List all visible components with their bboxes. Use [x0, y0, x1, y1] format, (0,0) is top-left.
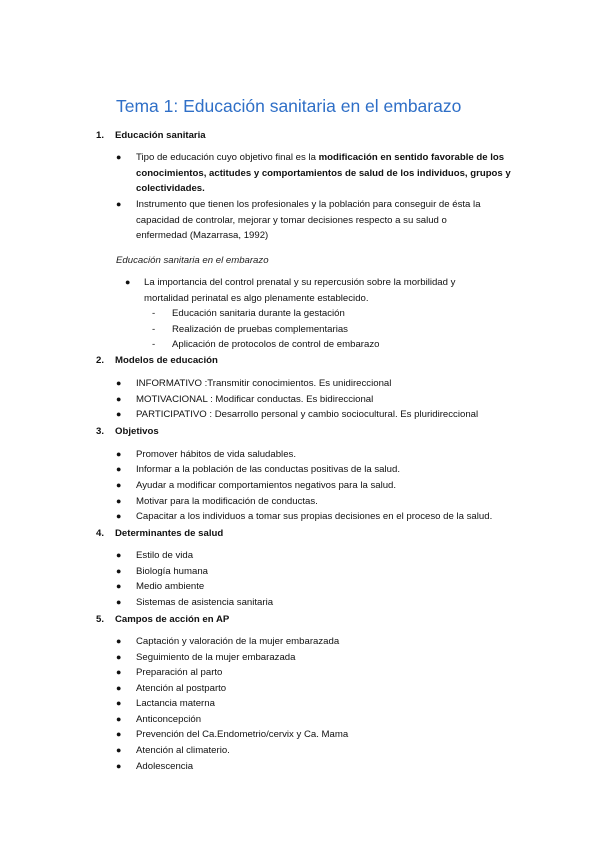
list-item-line: enfermedad (Mazarrasa, 1992) [136, 230, 269, 241]
bullet-icon: ● [116, 152, 122, 162]
list-item: Anticoncepción [136, 714, 202, 725]
subheading: Educación sanitaria en el embarazo [116, 255, 269, 266]
bullet-icon: ● [116, 652, 122, 662]
list-item-line: capacidad de controlar, mejorar y tomar decisiones respecto a su salud o [136, 215, 447, 226]
section-heading-4 [96, 526, 223, 542]
bullet-icon: ● [116, 409, 122, 419]
list-item: Captación y valoración de la mujer embarazada [136, 636, 340, 647]
list-item: Seguimiento de la mujer embarazada [136, 652, 296, 663]
list-item: Capacitar a los individuos a tomar sus propias decisiones en el proceso de la salud. [136, 511, 493, 522]
section-heading-5 [96, 612, 229, 628]
list-item: MOTIVACIONAL : Modificar conductas. Es bidireccional [136, 394, 374, 405]
section-number: 5. [96, 614, 105, 625]
bullet-icon: ● [116, 480, 122, 490]
bullet-icon: ● [116, 761, 122, 771]
list-item: Informar a la población de las conductas positivas de la salud. [136, 464, 400, 475]
dash-item: Educación sanitaria durante la gestación [172, 308, 345, 319]
section-heading-3 [96, 424, 159, 440]
section-title: Modelos de educación [115, 355, 218, 366]
bullet-icon: ● [116, 550, 122, 560]
section-heading-1 [96, 128, 206, 144]
list-item: INFORMATIVO :Transmitir conocimientos. Es unidireccional [136, 378, 392, 389]
bullet-icon: ● [116, 714, 122, 724]
list-item: Ayudar a modificar comportamientos negativos para la salud. [136, 480, 397, 491]
list-item: PARTICIPATIVO : Desarrollo personal y cambio sociocultural. Es pluridireccional [136, 409, 479, 420]
dash-marker: - [152, 339, 156, 350]
list-item: Promover hábitos de vida saludables. [136, 449, 296, 460]
list-item-bold-text: modificación en sentido favorable de los [318, 152, 505, 163]
bullet-icon: ● [116, 698, 122, 708]
list-item: Sistemas de asistencia sanitaria [136, 597, 274, 608]
dash-item: Realización de pruebas complementarias [172, 324, 348, 335]
bullet-icon: ● [116, 636, 122, 646]
list-item: Motivar para la modificación de conductas. [136, 496, 318, 507]
list-item-text: Tipo de educación cuyo objetivo final es la [136, 152, 319, 163]
list-item: Lactancia materna [136, 698, 215, 709]
list-item: Atención al postparto [136, 683, 227, 694]
section-title: Campos de acción en AP [115, 614, 230, 625]
bullet-icon: ● [125, 277, 131, 287]
section-number: 4. [96, 528, 105, 539]
list-item-line: Instrumento que tienen los profesionales y la población para conseguir de ésta la [136, 199, 481, 210]
list-item [136, 150, 516, 166]
list-item-bold-line: colectividades. [136, 183, 205, 194]
list-item-bold-line: conocimientos, actitudes y comportamientos de salud de los individuos, grupos y [136, 168, 511, 179]
bullet-icon: ● [116, 729, 122, 739]
bullet-icon: ● [116, 581, 122, 591]
list-item: Adolescencia [136, 761, 194, 772]
section-number: 1. [96, 130, 105, 141]
bullet-icon: ● [116, 199, 122, 209]
bullet-icon: ● [116, 667, 122, 677]
dash-marker: - [152, 308, 156, 319]
section-heading-2 [96, 353, 218, 369]
list-item: Prevención del Ca.Endometrio/cervix y Ca. Mama [136, 729, 349, 740]
dash-marker: - [152, 324, 156, 335]
list-item: Preparación al parto [136, 667, 223, 678]
bullet-icon: ● [116, 745, 122, 755]
bullet-icon: ● [116, 378, 122, 388]
bullet-icon: ● [116, 511, 122, 521]
bullet-icon: ● [116, 683, 122, 693]
section-title: Educación sanitaria [115, 130, 206, 141]
list-item: Estilo de vida [136, 550, 194, 561]
section-title: Objetivos [115, 426, 159, 437]
list-item: Biología humana [136, 566, 209, 577]
bullet-icon: ● [116, 449, 122, 459]
bullet-icon: ● [116, 566, 122, 576]
bullet-icon: ● [116, 394, 122, 404]
bullet-icon: ● [116, 496, 122, 506]
dash-item: Aplicación de protocolos de control de embarazo [172, 339, 380, 350]
list-item: Atención al climaterio. [136, 745, 230, 756]
section-number: 2. [96, 355, 105, 366]
section-title: Determinantes de salud [115, 528, 224, 539]
list-item-line: La importancia del control prenatal y su repercusión sobre la morbilidad y [144, 277, 456, 288]
section-number: 3. [96, 426, 105, 437]
list-item-line: mortalidad perinatal es algo plenamente establecido. [144, 293, 369, 304]
list-item: Medio ambiente [136, 581, 205, 592]
bullet-icon: ● [116, 464, 122, 474]
page-title: Tema 1: Educación sanitaria en el embarazo [116, 96, 462, 116]
bullet-icon: ● [116, 597, 122, 607]
